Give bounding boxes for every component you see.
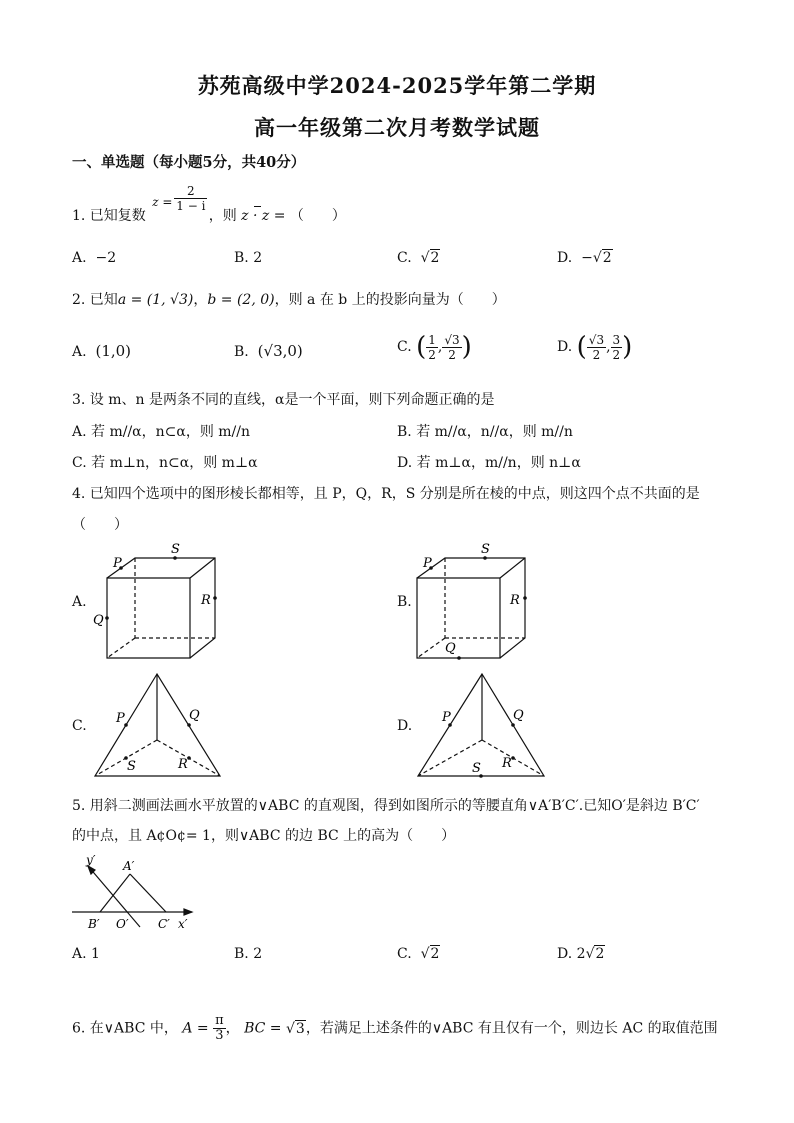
cube-b-front-face bbox=[417, 578, 500, 658]
q1-option-c: C. √2 bbox=[397, 250, 440, 266]
q2-option-b: B. (√3,0) bbox=[234, 342, 303, 360]
svg-text:R: R bbox=[510, 593, 520, 608]
q4-option-a-label: A. bbox=[72, 594, 87, 610]
conjugate-bar bbox=[254, 206, 261, 207]
svg-text:P: P bbox=[423, 556, 432, 571]
svg-text:B′: B′ bbox=[88, 917, 100, 931]
svg-text:P: P bbox=[113, 556, 122, 571]
svg-text:O′: O′ bbox=[116, 917, 129, 931]
cube-a-front-face bbox=[107, 578, 190, 658]
question-3-stem: 3. 设 m、n 是两条不同的直线，α是一个平面，则下列命题正确的是 bbox=[72, 392, 495, 408]
point-q bbox=[105, 616, 109, 620]
svg-text:R: R bbox=[502, 756, 512, 771]
q4-cube-b-figure bbox=[395, 538, 545, 668]
svg-text:y′: y′ bbox=[86, 853, 96, 867]
question-4-blank: （ ） bbox=[72, 517, 128, 533]
q4-option-d-label: D. bbox=[397, 718, 413, 734]
svg-text:x′: x′ bbox=[178, 917, 188, 931]
q4-tetrahedron-d-figure bbox=[410, 668, 560, 783]
question-5-line2: 的中点，且 A¢O¢= 1，则∨ABC 的边 BC 上的高为（ ） bbox=[72, 828, 456, 844]
svg-text:R: R bbox=[201, 593, 211, 608]
question-4-stem: 4. 已知四个选项中的图形棱长都相等，且 P，Q，R，S 分别是所在棱的中点，则这四个点不共面的是 bbox=[72, 486, 700, 502]
cube-a-top-right-edges bbox=[107, 558, 215, 658]
q1-option-a: A. −2 bbox=[72, 250, 117, 266]
exam-title-line1: 苏苑高级中学2024-2025学年第二学期 bbox=[197, 73, 597, 98]
q4-option-c-label: C. bbox=[72, 718, 87, 734]
svg-text:Q: Q bbox=[189, 708, 200, 723]
point-q bbox=[511, 723, 515, 727]
q3-option-d: D. 若 m⊥α，m//n，则 n⊥α bbox=[397, 455, 581, 471]
q3-option-c: C. 若 m⊥n，n⊂α，则 m⊥α bbox=[72, 455, 258, 471]
q4-option-b-label: B. bbox=[397, 594, 412, 610]
q2-option-c: C. ( $\frac{1}{2}$ , $\frac{√3}{2}$ ) bbox=[397, 332, 472, 362]
question-5-line1: 5. 用斜二测画法画水平放置的∨ABC 的直观图，得到如图所示的等腰直角∨A′B′C′.已知O′是斜边 B′C′ bbox=[72, 798, 700, 814]
q5-oblique-figure bbox=[70, 852, 200, 932]
tetra-d-outline bbox=[418, 674, 544, 776]
q1-fraction: z = $\frac{2}{1 - i}$ bbox=[152, 184, 206, 213]
exam-title-line2: 高一年级第二次月考数学试题 bbox=[254, 115, 540, 140]
q5-option-c: C. √2 bbox=[397, 946, 440, 962]
q3-option-b: B. 若 m//α，n//α，则 m//n bbox=[397, 424, 573, 440]
svg-text:S: S bbox=[171, 542, 180, 557]
svg-text:C′: C′ bbox=[158, 917, 170, 931]
q4-cube-a-figure bbox=[85, 538, 235, 668]
q4-tetrahedron-c-figure bbox=[85, 668, 235, 783]
segment-ac bbox=[130, 874, 166, 912]
svg-text:S: S bbox=[127, 759, 136, 774]
q1-option-d: D. −√2 bbox=[557, 250, 612, 266]
point-r bbox=[523, 596, 527, 600]
q2-option-d: D. ( $\frac{√3}{2}$ , $\frac{3}{2}$ ) bbox=[557, 332, 633, 362]
q5-option-a: A. 1 bbox=[72, 946, 100, 962]
svg-text:P: P bbox=[442, 710, 451, 725]
section-title: 一、单选题（每小题5分，共40分） bbox=[72, 154, 306, 171]
q1-option-b: B. 2 bbox=[234, 250, 263, 266]
svg-text:S: S bbox=[472, 761, 481, 776]
svg-text:P: P bbox=[116, 711, 125, 726]
svg-text:Q: Q bbox=[513, 708, 524, 723]
point-q bbox=[187, 723, 191, 727]
point-q bbox=[457, 656, 461, 660]
q5-option-d: D. 2√2 bbox=[557, 946, 605, 962]
question-6-stem: 6. 在∨ABC 中， A = $\frac{\pi}{3}$ ， BC = √3，若满足上述条件的∨ABC 有且仅有一个，则边长 AC 的取值范围 bbox=[72, 1013, 718, 1043]
q5-option-b: B. 2 bbox=[234, 946, 263, 962]
question-2-stem: 2. 已知a = (1, √3)，b = (2, 0)，则 a 在 b 上的投影向量为（ ） bbox=[72, 292, 506, 308]
segment-ba bbox=[100, 874, 130, 912]
q1-expression: z · z = bbox=[241, 208, 286, 224]
q3-option-a: A. 若 m//α，n⊂α，则 m//n bbox=[72, 424, 251, 440]
q2-option-a: A. (1,0) bbox=[72, 342, 132, 360]
question-1-stem: 1. 已知复数 z = $\frac{2}{1 - i}$ ，则 z · z = （ ） bbox=[72, 184, 346, 224]
svg-text:Q: Q bbox=[93, 613, 104, 628]
svg-text:Q: Q bbox=[445, 641, 456, 656]
svg-text:A′: A′ bbox=[123, 859, 135, 873]
svg-text:R: R bbox=[178, 757, 188, 772]
svg-text:S: S bbox=[481, 542, 490, 557]
point-r bbox=[213, 596, 217, 600]
